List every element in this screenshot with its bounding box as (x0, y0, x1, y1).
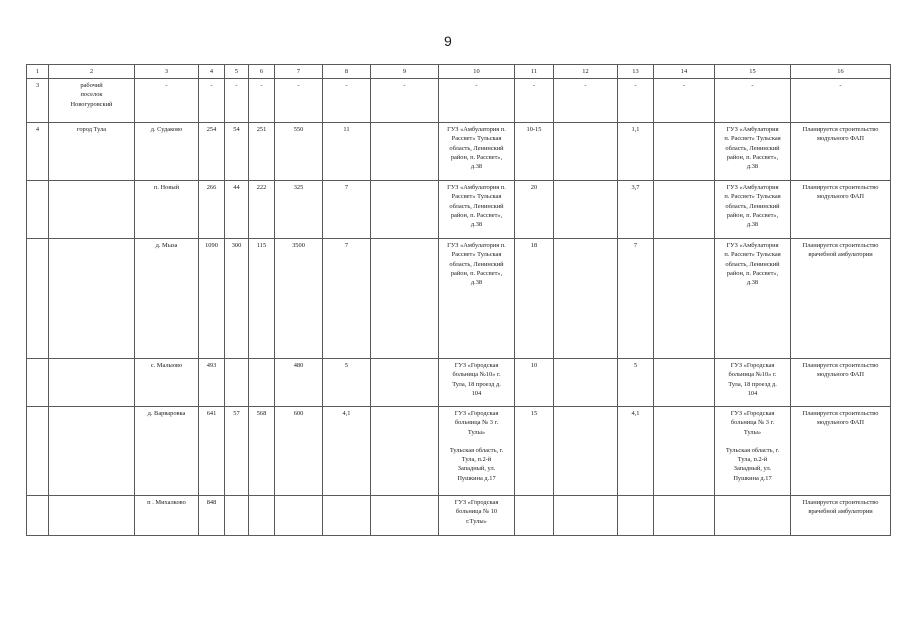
table-row (27, 79, 891, 123)
col-11-cell: 10 (515, 359, 554, 407)
col-11-cell (515, 496, 554, 536)
col-12-cell (554, 123, 618, 181)
col-8-cell (323, 496, 371, 536)
locality-cell: д. Варваровка (135, 407, 199, 496)
table-row (27, 123, 891, 181)
col-6-cell: 222 (249, 181, 275, 239)
col-16-cell: Планируется строительство модульного ФАП (791, 407, 891, 496)
col-11-cell: - (515, 79, 554, 123)
col-9-cell (371, 123, 439, 181)
col-15-cell: ГУЗ «Городская больница № 3 г. Тулы» Тульская область, г. Тула, п.2-й Западный, ул. Пушкина д.17 (715, 407, 791, 496)
col-4-cell: 493 (199, 359, 225, 407)
header-cell: 9 (371, 65, 439, 79)
col-11-cell: 15 (515, 407, 554, 496)
col-13-cell: 3,7 (618, 181, 654, 239)
header-cell: 3 (135, 65, 199, 79)
row-number (27, 181, 49, 239)
col-5-cell: 54 (225, 123, 249, 181)
col-16-cell: Планируется строительство модульного ФАП (791, 181, 891, 239)
col-9-cell (371, 407, 439, 496)
row-number (27, 496, 49, 536)
col-4-cell: 641 (199, 407, 225, 496)
table-row (27, 407, 891, 496)
col-7-cell: - (275, 79, 323, 123)
col-9-cell (371, 239, 439, 359)
header-cell: 4 (199, 65, 225, 79)
settlement-cell (49, 407, 135, 496)
header-cell: 5 (225, 65, 249, 79)
col-9-cell (371, 496, 439, 536)
settlement-cell: город Тула (49, 123, 135, 181)
col-13-cell: 5 (618, 359, 654, 407)
col-7-cell: 3500 (275, 239, 323, 359)
col-14-cell (654, 496, 715, 536)
col-15-cell: ГУЗ «Амбулатория п. Рассвет» Тульская область, Ленинский район, п. Рассвет», д.38 (715, 239, 791, 359)
col-14-cell (654, 123, 715, 181)
col-8-cell: 7 (323, 239, 371, 359)
col-4-cell: - (199, 79, 225, 123)
header-cell: 16 (791, 65, 891, 79)
col-16-cell: Планируется строительство модульного ФАП (791, 123, 891, 181)
col-7-cell: 600 (275, 407, 323, 496)
col-11-cell: 20 (515, 181, 554, 239)
col-16-cell: - (791, 79, 891, 123)
table-row (27, 496, 891, 536)
col-5-cell: - (225, 79, 249, 123)
settlement-cell (49, 239, 135, 359)
locality-cell: с. Малыово (135, 359, 199, 407)
col-15-cell: ГУЗ «Амбулатория п. Рассвет» Тульская область, Ленинский район, п. Рассвет», д.38 (715, 181, 791, 239)
settlement-cell: рабочий поселок Новогуровский (49, 79, 135, 123)
col-10-cell: ГУЗ «Городская больница № 3 г. Тулы» Тульская область, г. Тула, п.2-й Западный, ул. Пушкина д.17 (439, 407, 515, 496)
table-row (27, 359, 891, 407)
col-5-cell: 44 (225, 181, 249, 239)
col-4-cell: 254 (199, 123, 225, 181)
header-cell: 2 (49, 65, 135, 79)
row-number: 3 (27, 79, 49, 123)
col-5-cell: 57 (225, 407, 249, 496)
row-number (27, 359, 49, 407)
col-4-cell: 848 (199, 496, 225, 536)
col-10-cell: ГУЗ «Амбулатория п. Рассвет» Тульская область, Ленинский район, п. Рассвет», д.38 (439, 181, 515, 239)
col-6-cell: 568 (249, 407, 275, 496)
col-15-cell (715, 496, 791, 536)
header-cell: 7 (275, 65, 323, 79)
col-4-cell: 1090 (199, 239, 225, 359)
col-12-cell (554, 239, 618, 359)
locality-cell: д. Мыза (135, 239, 199, 359)
col-12-cell: - (554, 79, 618, 123)
col-6-cell: - (249, 79, 275, 123)
col-8-cell: 7 (323, 181, 371, 239)
col-9-cell (371, 359, 439, 407)
row-number (27, 407, 49, 496)
col-5-cell (225, 359, 249, 407)
page-number: 9 (444, 33, 453, 49)
column-number-row (27, 65, 891, 79)
col-13-cell: 1,1 (618, 123, 654, 181)
col-10-cell: ГУЗ «Городская больница №10» г. Тула, 18 проезд д. 104 (439, 359, 515, 407)
col-15-cell: - (715, 79, 791, 123)
header-cell: 8 (323, 65, 371, 79)
col-6-cell: 251 (249, 123, 275, 181)
col-8-cell: 4,1 (323, 407, 371, 496)
col-13-cell (618, 496, 654, 536)
col-11-cell: 10-15 (515, 123, 554, 181)
col-11-cell: 18 (515, 239, 554, 359)
col-15-cell: ГУЗ «Амбулатория п. Рассвет» Тульская область, Ленинский район, п. Рассвет», д.38 (715, 123, 791, 181)
col-14-cell (654, 181, 715, 239)
col-13-cell: 4,1 (618, 407, 654, 496)
header-cell: 11 (515, 65, 554, 79)
header-cell: 13 (618, 65, 654, 79)
locality-cell: п . Михалково (135, 496, 199, 536)
header-cell: 12 (554, 65, 618, 79)
col-5-cell (225, 496, 249, 536)
col-12-cell (554, 181, 618, 239)
col-16-cell: Планируется строительство модульного ФАП (791, 359, 891, 407)
locality-cell: п. Новый (135, 181, 199, 239)
col-14-cell: - (654, 79, 715, 123)
locality-cell: д. Судаково (135, 123, 199, 181)
col-10-cell: ГУЗ «Городская больница № 10 г.Тулы» (439, 496, 515, 536)
row-number: 4 (27, 123, 49, 181)
header-cell: 10 (439, 65, 515, 79)
col-7-cell: 550 (275, 123, 323, 181)
header-cell: 6 (249, 65, 275, 79)
col-7-cell (275, 496, 323, 536)
col-6-cell: 115 (249, 239, 275, 359)
col-15-cell: ГУЗ «Городская больница №10» г. Тула, 18 проезд д. 104 (715, 359, 791, 407)
col-10-cell: ГУЗ «Амбулатория п. Рассвет» Тульская область, Ленинский район, п. Рассвет», д.38 (439, 239, 515, 359)
col-12-cell (554, 359, 618, 407)
col-8-cell: 5 (323, 359, 371, 407)
facilities-table (26, 64, 891, 536)
col-5-cell: 300 (225, 239, 249, 359)
col-16-cell: Планируется строительство врачебной амбулатории (791, 239, 891, 359)
col-14-cell (654, 359, 715, 407)
header-cell: 15 (715, 65, 791, 79)
table-row (27, 239, 891, 359)
col-12-cell (554, 496, 618, 536)
header-cell: 1 (27, 65, 49, 79)
col-14-cell (654, 239, 715, 359)
col-13-cell: 7 (618, 239, 654, 359)
col-8-cell: - (323, 79, 371, 123)
col-7-cell: 325 (275, 181, 323, 239)
col-9-cell (371, 181, 439, 239)
col-10-cell: - (439, 79, 515, 123)
col-7-cell: 480 (275, 359, 323, 407)
settlement-cell (49, 181, 135, 239)
col-6-cell (249, 496, 275, 536)
header-cell: 14 (654, 65, 715, 79)
col-12-cell (554, 407, 618, 496)
locality-cell: - (135, 79, 199, 123)
col-13-cell: - (618, 79, 654, 123)
col-6-cell (249, 359, 275, 407)
table-row (27, 181, 891, 239)
col-16-cell: Планируется строительство врачебной амбулатории (791, 496, 891, 536)
col-9-cell: - (371, 79, 439, 123)
col-8-cell: 11 (323, 123, 371, 181)
col-10-cell: ГУЗ «Амбулатория п. Рассвет» Тульская область, Ленинский район, п. Рассвет», д.38 (439, 123, 515, 181)
settlement-cell (49, 359, 135, 407)
settlement-cell (49, 496, 135, 536)
col-4-cell: 266 (199, 181, 225, 239)
col-14-cell (654, 407, 715, 496)
row-number (27, 239, 49, 359)
